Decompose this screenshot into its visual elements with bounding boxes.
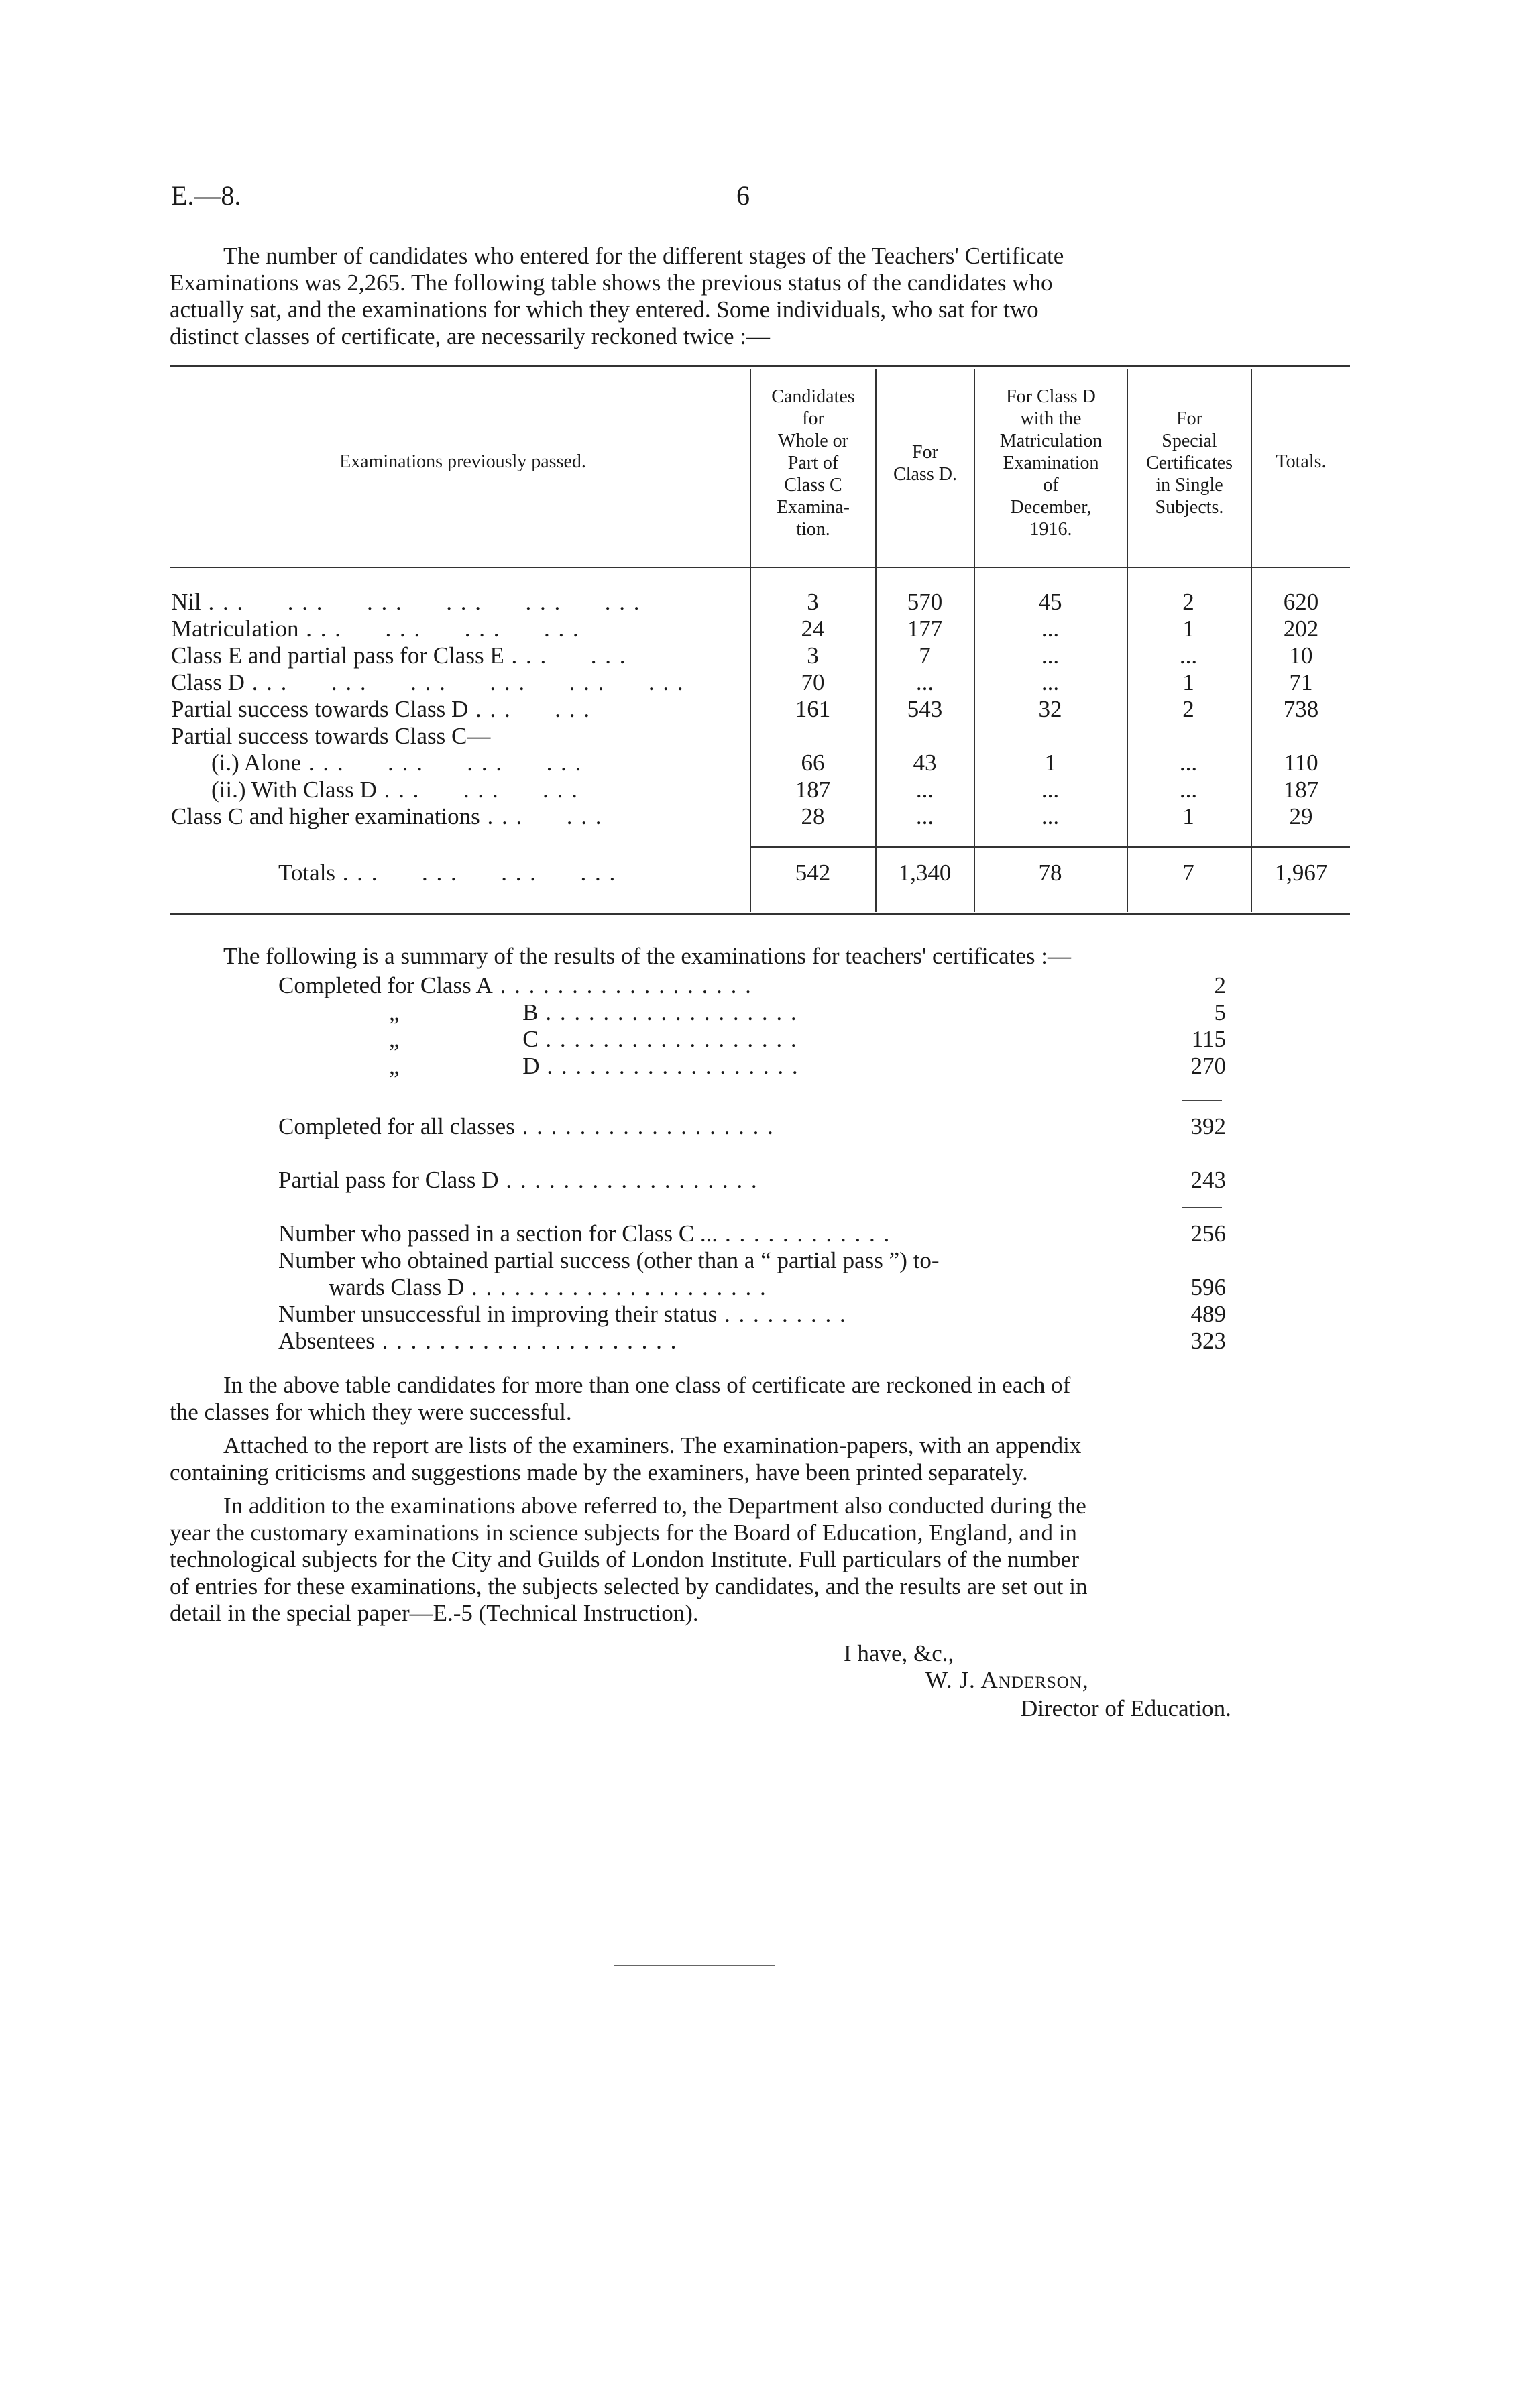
table-row-cell: 620 xyxy=(1283,589,1319,615)
column-header-class-d xyxy=(877,441,974,485)
column-header-class-c xyxy=(751,386,875,540)
table-row-cell: ... xyxy=(1041,616,1060,642)
table-row-cell: 2 xyxy=(1182,589,1194,615)
signature-title: Director of Education. xyxy=(1021,1695,1231,1721)
table-row-label xyxy=(211,777,579,803)
row-label-text: Partial success towards Class D xyxy=(171,696,469,722)
closing-line: In addition to the examinations above referred to, the Department also conducted during the xyxy=(223,1493,1086,1519)
table-row-cell: 43 xyxy=(913,750,937,776)
row-label-text: Nil xyxy=(171,589,201,615)
header-line: Examination xyxy=(1003,453,1099,473)
table-row-cell: 29 xyxy=(1289,803,1313,829)
column-header-special xyxy=(1128,408,1251,518)
table-row-label xyxy=(211,750,582,777)
table-row-cell: 187 xyxy=(1283,777,1319,803)
totals-row-cell: 78 xyxy=(1038,860,1062,886)
summary-value: 2 xyxy=(1214,972,1226,998)
column-header-class-d-matric xyxy=(975,386,1127,540)
header-line: Totals. xyxy=(1276,451,1327,472)
intro-line: The number of candidates who entered for the different stages of the Teachers' Certificate xyxy=(223,243,1064,269)
signature-salutation: I have, &c., xyxy=(844,1640,954,1666)
header-line: Matriculation xyxy=(999,431,1103,451)
closing-paragraph-1 xyxy=(170,1372,1343,1426)
table-row-cell: 32 xyxy=(1038,696,1062,722)
table-row-cell: ... xyxy=(1179,642,1198,669)
dot-leader: . . . . . . xyxy=(468,696,592,722)
summary-passed-section: Number who passed in a section for Class C ... . . . . . . . . . . . . xyxy=(278,1220,891,1247)
header-line: of xyxy=(1043,475,1059,496)
totals-row-cell: 7 xyxy=(1182,860,1194,886)
summary-partial-success-cont: wards Class D . . . . . . . . . . . . . . . . . . . . . xyxy=(329,1274,767,1300)
table-row-cell: 161 xyxy=(795,696,831,722)
summary-completed-d: „ D . . . . . . . . . . . . . . . . . . xyxy=(389,1053,799,1079)
row-label-text: Class C and higher examinations xyxy=(171,803,480,829)
summary-value: 256 xyxy=(1190,1220,1226,1247)
table-row-cell: 28 xyxy=(801,803,825,829)
table-row-cell: 1 xyxy=(1182,616,1194,642)
table-row-cell: 110 xyxy=(1284,750,1318,776)
summary-absentees: Absentees . . . . . . . . . . . . . . . . . . . . . xyxy=(278,1328,678,1354)
table-row-cell: ... xyxy=(1041,777,1060,803)
summary-value: 243 xyxy=(1190,1167,1226,1193)
intro-line: distinct classes of certificate, are necessarily reckoned twice :— xyxy=(170,323,771,349)
table-row-cell: 1 xyxy=(1044,750,1056,776)
header-line: For Class D xyxy=(1006,386,1096,407)
table-row-cell: 2 xyxy=(1182,696,1194,722)
table-row-cell: 10 xyxy=(1289,642,1313,669)
table-row-cell: ... xyxy=(1179,777,1198,803)
summary-label: Completed for all classes xyxy=(278,1113,515,1139)
dot-leader: . . . . . . . . . . . . xyxy=(298,616,580,642)
summary-partial-success xyxy=(278,1247,1221,1274)
table-row-cell: 66 xyxy=(801,750,825,776)
summary-label: Number unsuccessful in improving their status xyxy=(278,1301,718,1327)
closing-line: Attached to the report are lists of the examiners. The examination-papers, with an appendix xyxy=(223,1432,1082,1458)
table-row-label xyxy=(171,723,490,750)
summary-value: 596 xyxy=(1190,1274,1226,1300)
summary-completed-all: Completed for all classes . . . . . . . . . . . . . . . . . . xyxy=(278,1113,775,1139)
closing-paragraph-2 xyxy=(170,1432,1343,1486)
header-line: Class D. xyxy=(893,464,957,485)
stub-header: Examinations previously passed. xyxy=(339,451,586,472)
page-number: 6 xyxy=(736,180,750,211)
dot-leader: . . . . . . xyxy=(504,642,627,669)
row-label-text: Partial success towards Class C— xyxy=(171,723,491,749)
table-row-cell: 570 xyxy=(907,589,943,615)
table-row-cell: 24 xyxy=(801,616,825,642)
table-row-label xyxy=(171,669,685,696)
summary-completed-c: „ C . . . . . . . . . . . . . . . . . . xyxy=(389,1026,798,1052)
summary-value: 489 xyxy=(1190,1301,1226,1327)
header-line: with the xyxy=(1020,408,1082,429)
closing-line: In the above table candidates for more than one class of certificate are reckoned in each of xyxy=(223,1372,1071,1398)
dot-leader: . . . . . . . . . . . . xyxy=(335,860,617,886)
totals-rule xyxy=(750,846,1350,848)
summary-label: „ C xyxy=(389,1026,539,1052)
table-row-cell: 71 xyxy=(1289,669,1313,695)
totals-row-cell: 1,967 xyxy=(1274,860,1328,886)
table-row-cell: 1 xyxy=(1182,669,1194,695)
summary-value: 270 xyxy=(1190,1053,1226,1079)
header-line: tion. xyxy=(796,519,830,540)
dot-leader: . . . . . . . . . . . . . . . . . . xyxy=(201,589,641,615)
closing-paragraph-3 xyxy=(170,1493,1343,1627)
closing-line: year the customary examinations in science subjects for the Board of Education, England, and in xyxy=(170,1520,1077,1546)
table-row-cell: ... xyxy=(915,803,934,829)
table-row-cell: ... xyxy=(1041,803,1060,829)
table-top-rule xyxy=(170,365,1350,367)
table-row-cell: 1 xyxy=(1182,803,1194,829)
table-row-label xyxy=(171,696,591,723)
summary-label: wards Class D xyxy=(329,1274,465,1300)
summary-label: Number who passed in a section for Class C ... xyxy=(278,1220,718,1247)
summary-value: 5 xyxy=(1214,999,1226,1025)
closing-line: of entries for these examinations, the subjects selected by candidates, and the results are set out in xyxy=(170,1573,1088,1599)
header-line: For xyxy=(912,442,938,463)
header-line: Certificates xyxy=(1145,453,1233,473)
table-row-cell: 543 xyxy=(907,696,943,722)
intro-line: actually sat, and the examinations for which they entered. Some individuals, who sat for two xyxy=(170,296,1039,323)
table-row-cell: 7 xyxy=(919,642,931,669)
row-label-text: Matriculation xyxy=(171,616,299,642)
table-header-rule xyxy=(170,567,1350,568)
table-row-cell: 738 xyxy=(1283,696,1319,722)
footer-rule xyxy=(614,1965,775,1966)
closing-line: containing criticisms and suggestions made by the examiners, have been printed separately. xyxy=(170,1459,1028,1485)
header-line: Candidates xyxy=(771,386,855,407)
table-row-label xyxy=(171,803,603,830)
summary-value: 392 xyxy=(1190,1113,1226,1139)
summary-rule xyxy=(1182,1207,1222,1208)
summary-completed-a: Completed for Class A . . . . . . . . . . . . . . . . . . xyxy=(278,972,752,998)
table-bottom-rule xyxy=(170,913,1350,915)
header-line: Subjects. xyxy=(1155,497,1224,518)
table-row-cell: ... xyxy=(915,777,934,803)
totals-row-cell: 542 xyxy=(795,860,831,886)
table-row-label xyxy=(171,589,640,616)
summary-label: Partial pass for Class D xyxy=(278,1167,499,1193)
table-row-cell: 3 xyxy=(807,589,819,615)
summary-partial-pass: Partial pass for Class D . . . . . . . . . . . . . . . . . . xyxy=(278,1167,758,1193)
header-line: Special xyxy=(1162,431,1217,451)
table-row-label xyxy=(171,616,580,642)
row-label-text: (ii.) With Class D xyxy=(211,777,377,803)
table-row-cell: ... xyxy=(1179,750,1198,776)
summary-intro: The following is a summary of the results of the examinations for teachers' certificates :— xyxy=(223,943,1071,969)
header-line: Class C xyxy=(784,475,842,496)
summary-value: 323 xyxy=(1190,1328,1226,1354)
row-label-text: (i.) Alone xyxy=(211,750,302,776)
row-label-text: Totals xyxy=(278,860,336,886)
dot-leader: . . . . . . . . . . . . . . . . . . xyxy=(244,669,685,695)
table-row-cell: 3 xyxy=(807,642,819,669)
summary-label: „ B xyxy=(389,999,539,1025)
header-line: Whole or xyxy=(778,431,848,451)
column-header-totals xyxy=(1252,451,1350,473)
closing-line: the classes for which they were successful. xyxy=(170,1399,572,1425)
summary-label: „ D xyxy=(389,1053,540,1079)
table-row-cell: 45 xyxy=(1038,589,1062,615)
row-label-text: Class E and partial pass for Class E xyxy=(171,642,504,669)
report-code: E.—8. xyxy=(171,180,241,211)
table-row-cell: 70 xyxy=(801,669,825,695)
header-line: for xyxy=(802,408,824,429)
header-line: in Single xyxy=(1156,475,1223,496)
table-row-cell: ... xyxy=(1041,669,1060,695)
header-line: For xyxy=(1176,408,1202,429)
dot-leader: . . . . . . . . . . . . xyxy=(301,750,583,776)
closing-line: technological subjects for the City and Guilds of London Institute. Full particulars of the number xyxy=(170,1546,1079,1572)
table-row-cell: ... xyxy=(1041,642,1060,669)
table-row-cell: 187 xyxy=(795,777,831,803)
signature-name: W. J. Anderson, xyxy=(925,1667,1089,1693)
closing-line: detail in the special paper—E.-5 (Technical Instruction). xyxy=(170,1600,699,1626)
summary-label: Number who obtained partial success (other than a “ partial pass ”) to- xyxy=(278,1247,940,1273)
header-line: Examina- xyxy=(777,497,850,518)
header-line: Part of xyxy=(787,453,839,473)
header-line: December, xyxy=(1010,497,1092,518)
header-line: 1916. xyxy=(1029,519,1072,540)
dot-leader: . . . . . . xyxy=(480,803,603,829)
totals-row-cell: 1,340 xyxy=(898,860,952,886)
table-row-cell: 202 xyxy=(1283,616,1319,642)
table-row-cell: ... xyxy=(915,669,934,695)
table-row-label xyxy=(171,642,626,669)
summary-unsuccessful: Number unsuccessful in improving their status . . . . . . . . . xyxy=(278,1301,847,1327)
dot-leader: . . . . . . . . . xyxy=(376,777,579,803)
candidates-table xyxy=(0,0,1521,939)
totals-row-label xyxy=(278,860,616,886)
intro-line: Examinations was 2,265. The following table shows the previous status of the candidates who xyxy=(170,270,1053,296)
summary-rule xyxy=(1182,1100,1222,1101)
summary-value: 115 xyxy=(1191,1026,1226,1052)
table-row-cell: 177 xyxy=(907,616,943,642)
summary-completed-b: „ B . . . . . . . . . . . . . . . . . . xyxy=(389,999,798,1025)
row-label-text: Class D xyxy=(171,669,245,695)
summary-label: Absentees xyxy=(278,1328,375,1354)
summary-label: Completed for Class A xyxy=(278,972,493,998)
